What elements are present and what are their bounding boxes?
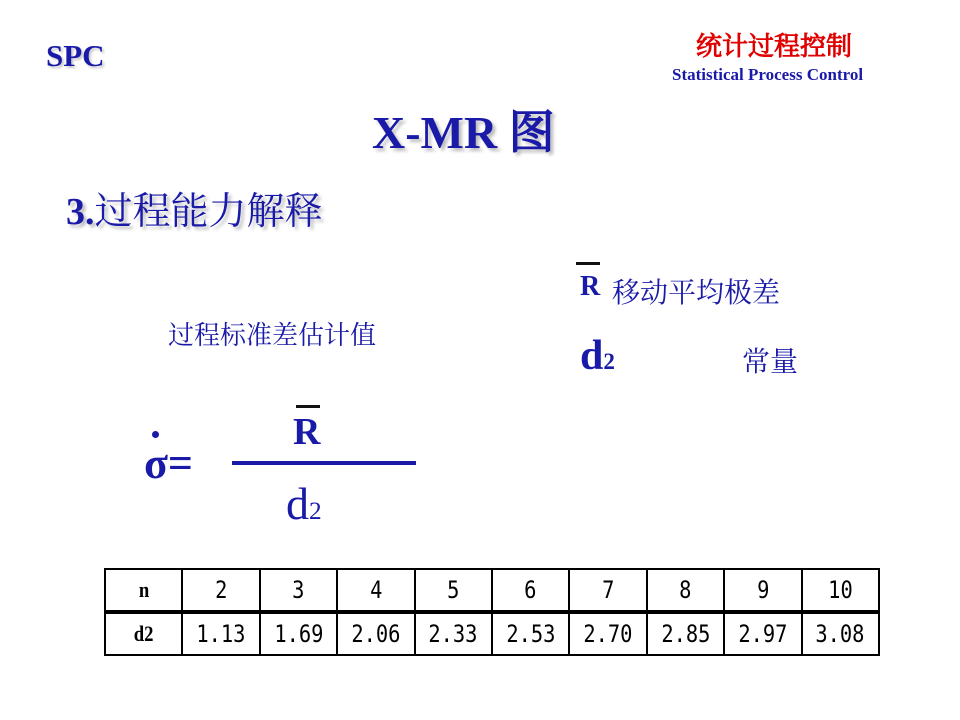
d2-cell	[492, 612, 569, 655]
d2-cell	[182, 612, 259, 655]
denominator-sub: 2	[309, 497, 322, 525]
n-value: 2	[214, 576, 228, 604]
sigma-equals: σ=	[144, 439, 194, 488]
n-cell	[260, 569, 337, 612]
d2-value: 3.08	[815, 620, 865, 648]
d2-value: 1.13	[196, 620, 246, 648]
n-value: 3	[292, 576, 305, 604]
row-label-d2-text: d2	[133, 621, 154, 646]
rbar-overline	[576, 262, 600, 265]
section-number: 3.	[66, 191, 95, 233]
d2-constants-table	[104, 568, 880, 656]
n-value: 10	[827, 576, 853, 604]
page-title: X-MR 图	[372, 107, 555, 158]
d2-value: 1.69	[273, 620, 324, 648]
n-value: 5	[447, 576, 460, 604]
n-cell	[337, 569, 414, 612]
d2-value: 2.70	[583, 620, 633, 648]
n-cell	[492, 569, 569, 612]
d2-cell	[337, 612, 414, 655]
numerator-overline	[296, 405, 320, 408]
formula-numerator: R	[293, 411, 321, 453]
denominator-base: d	[286, 478, 309, 529]
section-text: 过程能力解释	[94, 189, 323, 233]
n-cell	[569, 569, 646, 612]
rbar-symbol: R	[580, 271, 601, 302]
formula-denominator	[286, 477, 322, 530]
d2-value: 2.53	[506, 620, 556, 648]
n-cell	[415, 569, 492, 612]
sigma-hat-dot	[152, 431, 159, 438]
d2-symbol-base: d	[580, 333, 604, 379]
std-dev-estimate-label: 过程标准差估计值	[168, 321, 377, 351]
d2-description: 常量	[742, 345, 799, 378]
row-label-n	[105, 569, 182, 612]
row-label-n-text: n	[138, 577, 149, 602]
d2-cell	[802, 612, 879, 655]
d2-symbol	[580, 332, 615, 380]
d2-cell	[260, 612, 337, 655]
n-value: 6	[524, 576, 537, 604]
n-cell	[182, 569, 259, 612]
brand-title-cn: 统计过程控制	[696, 32, 853, 62]
n-value: 8	[679, 576, 692, 604]
d2-value: 2.33	[428, 620, 478, 648]
n-value: 7	[601, 576, 615, 604]
n-value: 4	[369, 576, 383, 604]
d2-cell	[647, 612, 724, 655]
d2-value: 2.85	[660, 620, 710, 648]
n-cell	[802, 569, 879, 612]
d2-cell	[569, 612, 646, 655]
d2-cell	[415, 612, 492, 655]
d2-cell	[724, 612, 801, 655]
n-cell	[724, 569, 801, 612]
table-row-d2	[105, 612, 879, 655]
brand-title-en: Statistical Process Control	[672, 65, 864, 84]
fraction-bar	[232, 461, 416, 465]
d2-symbol-sub: 2	[603, 348, 615, 374]
row-label-d2	[105, 612, 182, 655]
d2-value: 2.06	[351, 620, 401, 648]
spc-logo-text: SPC	[46, 38, 105, 73]
d2-value: 2.97	[738, 620, 788, 648]
n-cell	[647, 569, 724, 612]
n-value: 9	[756, 576, 769, 604]
rbar-description: 移动平均极差	[612, 276, 781, 309]
section-heading	[66, 180, 323, 235]
table-row-n	[105, 569, 879, 612]
